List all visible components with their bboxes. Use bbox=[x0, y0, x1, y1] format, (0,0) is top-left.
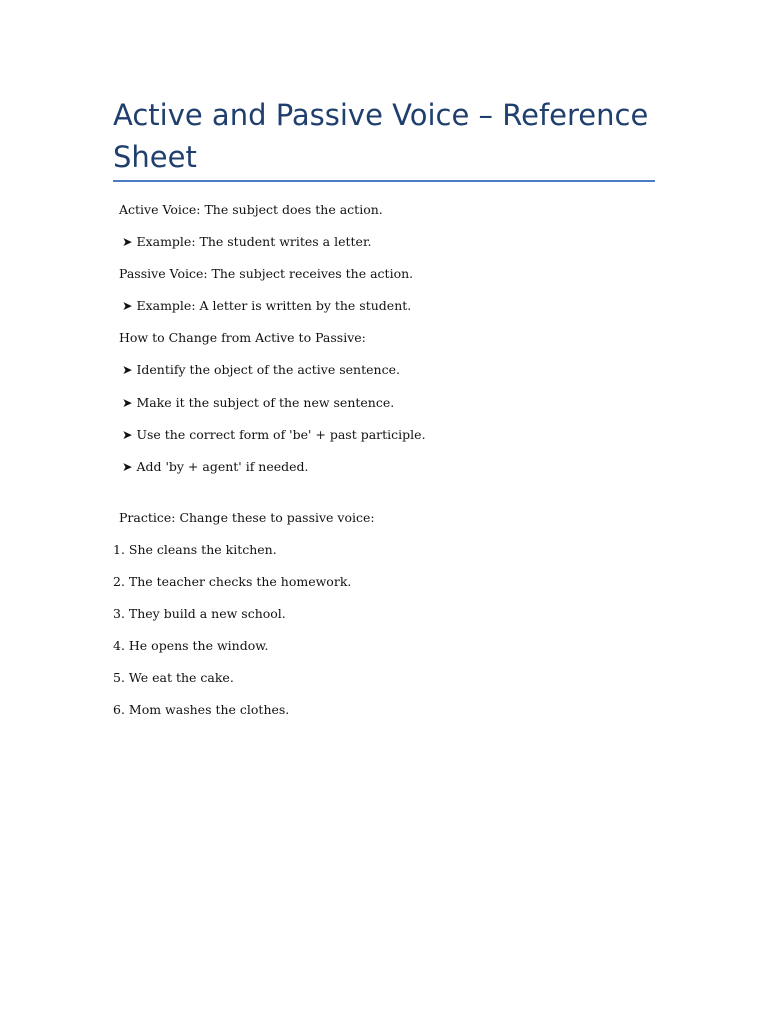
passive-voice-definition: Passive Voice: The subject receives the action. bbox=[119, 266, 414, 281]
practice-item: 2. The teacher checks the homework. bbox=[113, 574, 352, 589]
conversion-heading: How to Change from Active to Passive: bbox=[119, 330, 366, 345]
practice-item: 3. They build a new school. bbox=[113, 606, 286, 621]
title-divider bbox=[113, 180, 655, 182]
practice-item: 5. We eat the cake. bbox=[113, 670, 234, 685]
conversion-step-4: ➤ Add 'by + agent' if needed. bbox=[122, 459, 309, 474]
conversion-step-3: ➤ Use the correct form of 'be' + past participle. bbox=[122, 427, 426, 442]
practice-item: 6. Mom washes the clothes. bbox=[113, 702, 290, 717]
practice-heading: Practice: Change these to passive voice: bbox=[119, 510, 375, 525]
active-voice-example: ➤ Example: The student writes a letter. bbox=[122, 234, 372, 249]
page-title: Active and Passive Voice – Reference Sheet bbox=[113, 98, 649, 174]
conversion-step-1: ➤ Identify the object of the active sentence. bbox=[122, 362, 400, 377]
practice-item: 4. He opens the window. bbox=[113, 638, 269, 653]
passive-voice-example: ➤ Example: A letter is written by the student. bbox=[122, 298, 412, 313]
practice-item: 1. She cleans the kitchen. bbox=[113, 542, 277, 557]
active-voice-definition: Active Voice: The subject does the action. bbox=[119, 202, 383, 217]
conversion-step-2: ➤ Make it the subject of the new sentence. bbox=[122, 395, 395, 410]
